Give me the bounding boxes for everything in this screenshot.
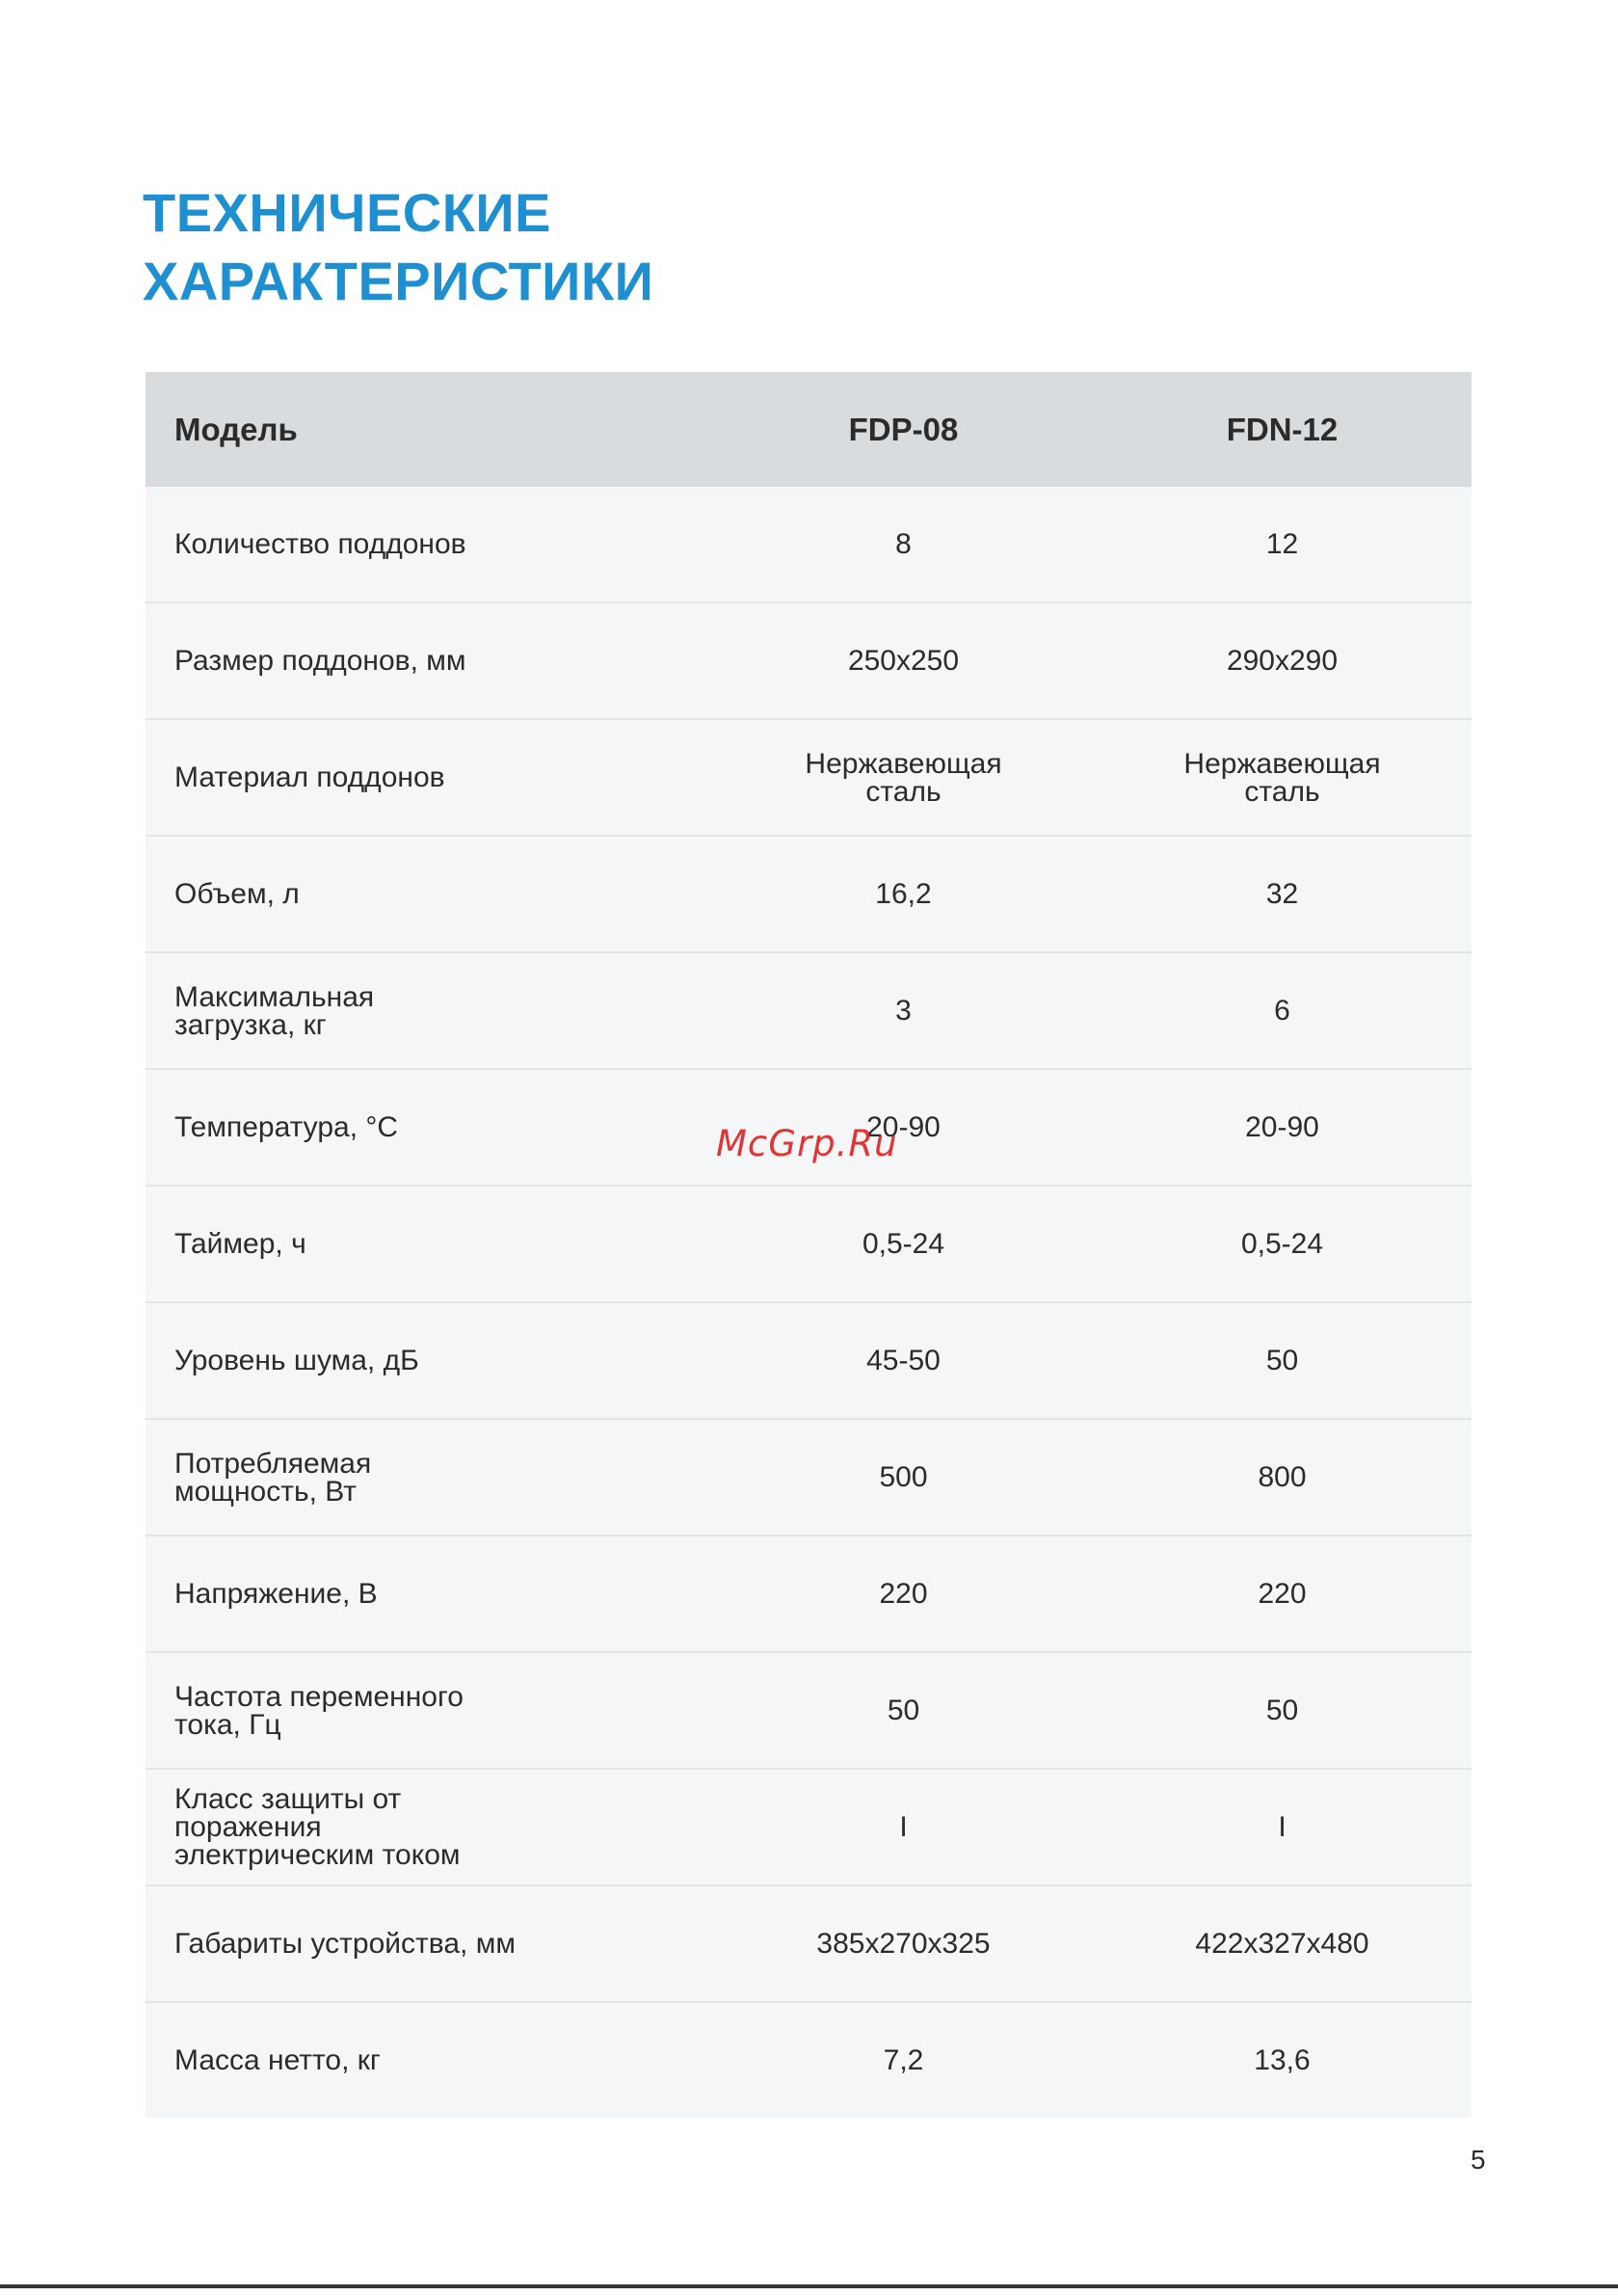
table-row	[146, 1302, 1472, 1419]
row-value-fdn-12	[1093, 1769, 1472, 1885]
row-value-fdn-12-line: 0,5-24	[1240, 1228, 1324, 1260]
row-value-fdp-08-line: 0,5-24	[862, 1228, 945, 1260]
row-value-fdp-08-line: Нержавеющая	[805, 747, 1002, 780]
row-value-fdn-12	[1093, 1069, 1472, 1186]
row-value-fdp-08-line: I	[899, 1811, 908, 1843]
row-label	[146, 1069, 714, 1186]
row-label-line: Количество поддонов	[174, 528, 466, 560]
row-value-fdp-08	[714, 719, 1093, 836]
row-label-line: Масса нетто, кг	[174, 2044, 381, 2076]
page-title	[143, 178, 653, 315]
row-value-fdp-08-line: 20-90	[866, 1111, 941, 1143]
row-label	[146, 1302, 714, 1419]
table-row	[146, 1535, 1472, 1652]
row-value-fdn-12-line: 32	[1265, 878, 1299, 910]
row-value-fdp-08	[714, 487, 1093, 602]
page-title-line-1: ТЕХНИЧЕСКИЕ	[143, 182, 552, 243]
table-row	[146, 602, 1472, 719]
table-row	[146, 1769, 1472, 1885]
row-value-fdn-12	[1093, 1535, 1472, 1652]
row-value-fdn-12	[1093, 1885, 1472, 2002]
row-value-fdp-08	[714, 1186, 1093, 1302]
row-value-fdp-08	[714, 2002, 1093, 2118]
row-value-fdp-08-line: 220	[879, 1578, 928, 1610]
row-value-fdn-12	[1093, 1302, 1472, 1419]
table-row	[146, 952, 1472, 1069]
row-value-fdn-12-line: 20-90	[1245, 1111, 1319, 1143]
row-value-fdn-12-line: 12	[1265, 528, 1299, 560]
row-label-line: Температура, °С	[174, 1111, 399, 1143]
row-label-line: Размер поддонов, мм	[174, 645, 466, 677]
table-row	[146, 719, 1472, 836]
row-value-fdn-12-line: 800	[1258, 1461, 1307, 1493]
row-label-line: Частота переменного	[174, 1680, 464, 1713]
page-number: 5	[1471, 2145, 1486, 2175]
row-label-line: тока, Гц	[174, 1708, 281, 1741]
bottom-divider	[0, 2284, 1618, 2288]
row-label	[146, 1652, 714, 1769]
row-value-fdp-08-line: 3	[895, 995, 912, 1027]
table-row	[146, 836, 1472, 952]
row-label-line: Объем, л	[174, 878, 300, 910]
row-value-fdp-08	[714, 952, 1093, 1069]
row-value-fdn-12-line: 422x327x480	[1195, 1928, 1369, 1960]
row-value-fdn-12-line: 290x290	[1226, 645, 1339, 677]
row-label-line: поражения	[174, 1811, 322, 1843]
table-row	[146, 1419, 1472, 1535]
row-label-line: Максимальная	[174, 980, 375, 1013]
row-value-fdp-08-line: 45-50	[866, 1345, 941, 1376]
row-value-fdp-08	[714, 1419, 1093, 1535]
row-value-fdn-12-line: 50	[1265, 1695, 1299, 1726]
row-value-fdp-08-line: 250x250	[847, 645, 960, 677]
row-label	[146, 1186, 714, 1302]
row-label-line: электрическим током	[174, 1839, 461, 1871]
row-value-fdn-12	[1093, 1652, 1472, 1769]
row-label	[146, 952, 714, 1069]
row-value-fdn-12-line: 50	[1265, 1345, 1299, 1376]
row-value-fdp-08-line: 8	[895, 528, 912, 560]
row-value-fdp-08-line: 385x270x325	[816, 1928, 991, 1960]
page-title-line-2: ХАРАКТЕРИСТИКИ	[143, 251, 654, 311]
header-fdn-12: FDN-12	[1093, 372, 1472, 487]
row-label-line: Материал поддонов	[174, 761, 445, 793]
row-label	[146, 1769, 714, 1885]
row-label	[146, 602, 714, 719]
row-label	[146, 836, 714, 952]
row-value-fdn-12	[1093, 952, 1472, 1069]
row-label	[146, 2002, 714, 2118]
row-value-fdp-08-line: 500	[879, 1461, 928, 1493]
header-model: Модель	[146, 372, 714, 487]
table-row	[146, 487, 1472, 602]
row-label	[146, 1885, 714, 2002]
watermark-text: McGrp.Ru	[716, 1123, 898, 1164]
row-value-fdn-12-line: сталь	[1244, 775, 1320, 808]
spec-table-body	[146, 487, 1472, 2118]
row-value-fdn-12-line: Нержавеющая	[1183, 747, 1381, 780]
table-row	[146, 1652, 1472, 1769]
row-value-fdp-08	[714, 1652, 1093, 1769]
row-value-fdn-12	[1093, 836, 1472, 952]
row-label	[146, 1535, 714, 1652]
table-row	[146, 2002, 1472, 2118]
row-value-fdp-08	[714, 1885, 1093, 2002]
row-value-fdp-08	[714, 1769, 1093, 1885]
row-value-fdp-08-line: 16,2	[875, 878, 932, 910]
row-value-fdp-08-line: 50	[887, 1695, 920, 1726]
row-label-line: Таймер, ч	[174, 1228, 306, 1260]
row-value-fdn-12	[1093, 1419, 1472, 1535]
table-header-row	[146, 372, 1472, 487]
row-value-fdp-08-line: сталь	[865, 775, 942, 808]
row-value-fdp-08	[714, 1535, 1093, 1652]
row-label	[146, 719, 714, 836]
row-value-fdn-12	[1093, 2002, 1472, 2118]
row-value-fdn-12	[1093, 719, 1472, 836]
row-value-fdn-12	[1093, 487, 1472, 602]
row-label-line: Класс защиты от	[174, 1783, 402, 1815]
spec-table	[146, 372, 1472, 2118]
row-label-line: Напряжение, В	[174, 1578, 378, 1610]
header-fdp-08: FDP-08	[714, 372, 1093, 487]
row-value-fdn-12	[1093, 602, 1472, 719]
row-value-fdn-12	[1093, 1186, 1472, 1302]
row-value-fdn-12-line: 220	[1258, 1578, 1307, 1610]
row-label	[146, 487, 714, 602]
row-value-fdn-12-line: 13,6	[1254, 2044, 1311, 2076]
row-value-fdp-08	[714, 1302, 1093, 1419]
row-label-line: Потребляемая	[174, 1447, 372, 1480]
table-row	[146, 1885, 1472, 2002]
row-label-line: загрузка, кг	[174, 1008, 327, 1041]
table-row	[146, 1186, 1472, 1302]
row-value-fdp-08-line: 7,2	[883, 2044, 924, 2076]
row-value-fdp-08	[714, 836, 1093, 952]
row-label	[146, 1419, 714, 1535]
row-value-fdp-08	[714, 602, 1093, 719]
row-label-line: мощность, Вт	[174, 1475, 358, 1508]
row-label-line: Уровень шума, дБ	[174, 1345, 419, 1376]
row-value-fdn-12-line: 6	[1274, 995, 1290, 1027]
row-label-line: Габариты устройства, мм	[174, 1928, 516, 1960]
row-value-fdn-12-line: I	[1278, 1811, 1286, 1843]
